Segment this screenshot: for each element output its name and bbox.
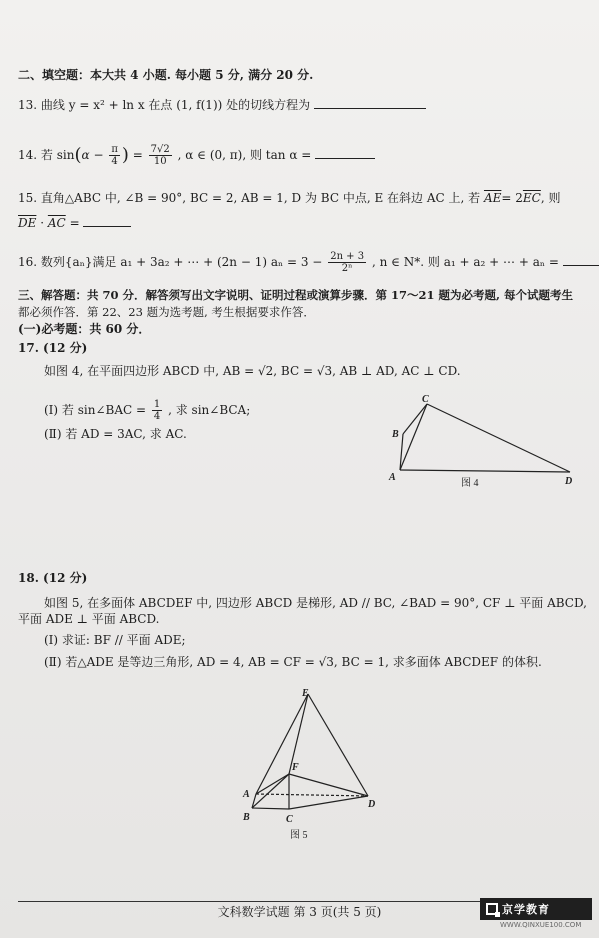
q17-part1-suffix: , 求 sin∠BCA; <box>168 403 251 417</box>
q15-vec-de: $\overline{DE}$ <box>18 216 37 230</box>
q17-label: 17. (12 分) <box>18 341 88 355</box>
q16-label: 16. <box>18 255 38 269</box>
figure-4 <box>385 392 585 492</box>
q14-minus: − <box>93 148 104 162</box>
question-14 <box>18 143 375 167</box>
paren-open: ( <box>74 144 82 166</box>
q18-label: 18. (12 分) <box>18 571 88 585</box>
edge-ad-hidden <box>256 794 368 796</box>
q17-part-2: (Ⅱ) 若 AD = 3AC, 求 AC. <box>44 427 187 441</box>
edge-ad <box>400 470 570 472</box>
q16-frac-num: 2n + 3 <box>330 251 365 262</box>
q18-intro: 如图 5, 在多面体 ABCDEF 中, 四边形 ABCD 是梯形, AD // BC, ∠BAD = 90°, CF ⊥ 平面 ABCD, <box>44 596 588 610</box>
edge-cd <box>289 796 368 809</box>
q14-label: 14. <box>18 148 38 162</box>
q14-value-fraction <box>149 144 172 167</box>
fig5-point-a: A <box>243 789 250 800</box>
fig4-caption: 图 4 <box>461 478 479 489</box>
q16-prefix: 数列{aₙ}满足 a₁ + 3a₂ + ⋯ + (2n − 1) aₙ = 3 − <box>40 255 323 269</box>
edge-fd <box>289 774 368 796</box>
q15-line2-end: = <box>69 216 80 230</box>
edge-ac <box>400 404 427 470</box>
section-3-heading <box>18 288 573 302</box>
fig5-point-c: C <box>286 814 293 825</box>
question-15-line-2 <box>18 216 131 230</box>
page-footer: 文科数学试题 第 3 页(共 5 页) <box>217 905 382 919</box>
q15-vec-ac: $\overline{AC}$ <box>47 216 66 230</box>
section-2-heading: 二、填空题：本大共 4 小题. 每小题 5 分, 满分 20 分. <box>18 68 314 82</box>
q14-prefix: 若 sin <box>40 148 75 162</box>
fig4-point-b: B <box>392 429 399 440</box>
edge-bc <box>252 808 289 809</box>
q17-part-1 <box>44 398 250 422</box>
q16-fraction <box>328 251 366 274</box>
fig4-point-d: D <box>565 476 573 487</box>
q17-part1-num: 1 <box>153 399 161 410</box>
brand-watermark <box>480 898 592 920</box>
q15-vec-ec: $\overline{EC}$ <box>522 191 541 205</box>
section-3-heading-2: 都必须作答．第 22、23 题为选考题, 考生根据要求作答． <box>18 305 315 319</box>
fig5-point-d: D <box>368 799 376 810</box>
q17-intro: 如图 4, 在平面四边形 ABCD 中, AB = √2, BC = √3, AB ⊥ AD, AC ⊥ CD. <box>44 364 461 378</box>
edge-ea <box>256 694 308 794</box>
q18-part-1: (Ⅰ) 求证: BF // 平面 ADE; <box>44 633 186 647</box>
q13-label: 13. <box>18 98 38 112</box>
fig5-caption: 图 5 <box>290 830 308 840</box>
q17-part1-prefix: (Ⅰ) 若 sin∠BAC = <box>44 403 147 417</box>
question-13 <box>18 98 426 112</box>
fig5-point-b: B <box>243 812 250 823</box>
required-heading: (一)必考题：共 60 分． <box>18 322 151 336</box>
q15-answer-blank[interactable] <box>83 216 131 227</box>
question-15-line-1 <box>18 191 561 205</box>
q13-text: 曲线 y = x² + ln x 在点 (1, f(1)) 处的切线方程为 <box>40 98 311 112</box>
brand-url: WWW.QINXUE100.COM <box>500 921 582 929</box>
edge-bc <box>403 404 427 434</box>
q14-suffix: , α ∈ (0, π), 则 tan α = <box>177 148 312 162</box>
paren-close: ) <box>121 144 129 166</box>
question-16 <box>18 250 599 274</box>
q14-alpha: α <box>81 148 90 162</box>
fig5-point-f: F <box>292 762 299 773</box>
q14-pi-den: 4 <box>111 156 118 167</box>
brand-logo-icon <box>486 903 498 915</box>
q15-vec-ae: $\overline{AE}$ <box>483 191 502 205</box>
q16-frac-den: 2ⁿ <box>341 263 353 274</box>
fig4-point-a: A <box>389 472 396 483</box>
q14-val-den: 10 <box>153 156 167 167</box>
q15-line1: 直角△ABC 中, ∠B = 90°, BC = 2, AB = 1, D 为 BC 中点, E 在斜边 AC 上, 若 <box>40 191 481 205</box>
figure-5 <box>240 686 390 840</box>
q16-answer-blank[interactable] <box>563 255 599 266</box>
fig5-point-e: E <box>302 688 309 699</box>
q18-intro-2: 平面 ADE ⊥ 平面 ABCD. <box>18 612 160 626</box>
q13-answer-blank[interactable] <box>314 98 426 109</box>
edge-cd <box>427 404 570 472</box>
q17-part1-fraction <box>152 399 162 422</box>
edge-ed <box>308 694 368 796</box>
q15-line1-end: , 则 <box>540 191 561 205</box>
q18-part-2: (Ⅱ) 若△ADE 是等边三角形, AD = 4, AB = CF = √3, BC = 1, 求多面体 ABCDEF 的体积. <box>44 655 542 669</box>
brand-name: 京学教育 <box>502 903 550 916</box>
q17-part1-den: 4 <box>153 411 161 422</box>
q16-suffix: , n ∈ N*. 则 a₁ + a₂ + ⋯ + aₙ = <box>371 255 559 269</box>
q14-answer-blank[interactable] <box>315 148 375 159</box>
q15-dot: · <box>40 216 45 230</box>
q14-pi-fraction <box>109 144 120 167</box>
q15-label: 15. <box>18 191 38 205</box>
q15-eq-mid: = 2 <box>501 191 523 205</box>
section-3-heading-text: 三、解答题：共 70 分．解答须写出文字说明、证明过程或演算步骤．第 17～21 题为必考题, 每个试题考生 <box>18 288 574 302</box>
fig4-point-c: C <box>422 394 429 405</box>
q14-val-num: 7√2 <box>150 144 170 155</box>
q14-equals: = <box>132 148 143 162</box>
q14-pi-num: π <box>111 144 118 155</box>
